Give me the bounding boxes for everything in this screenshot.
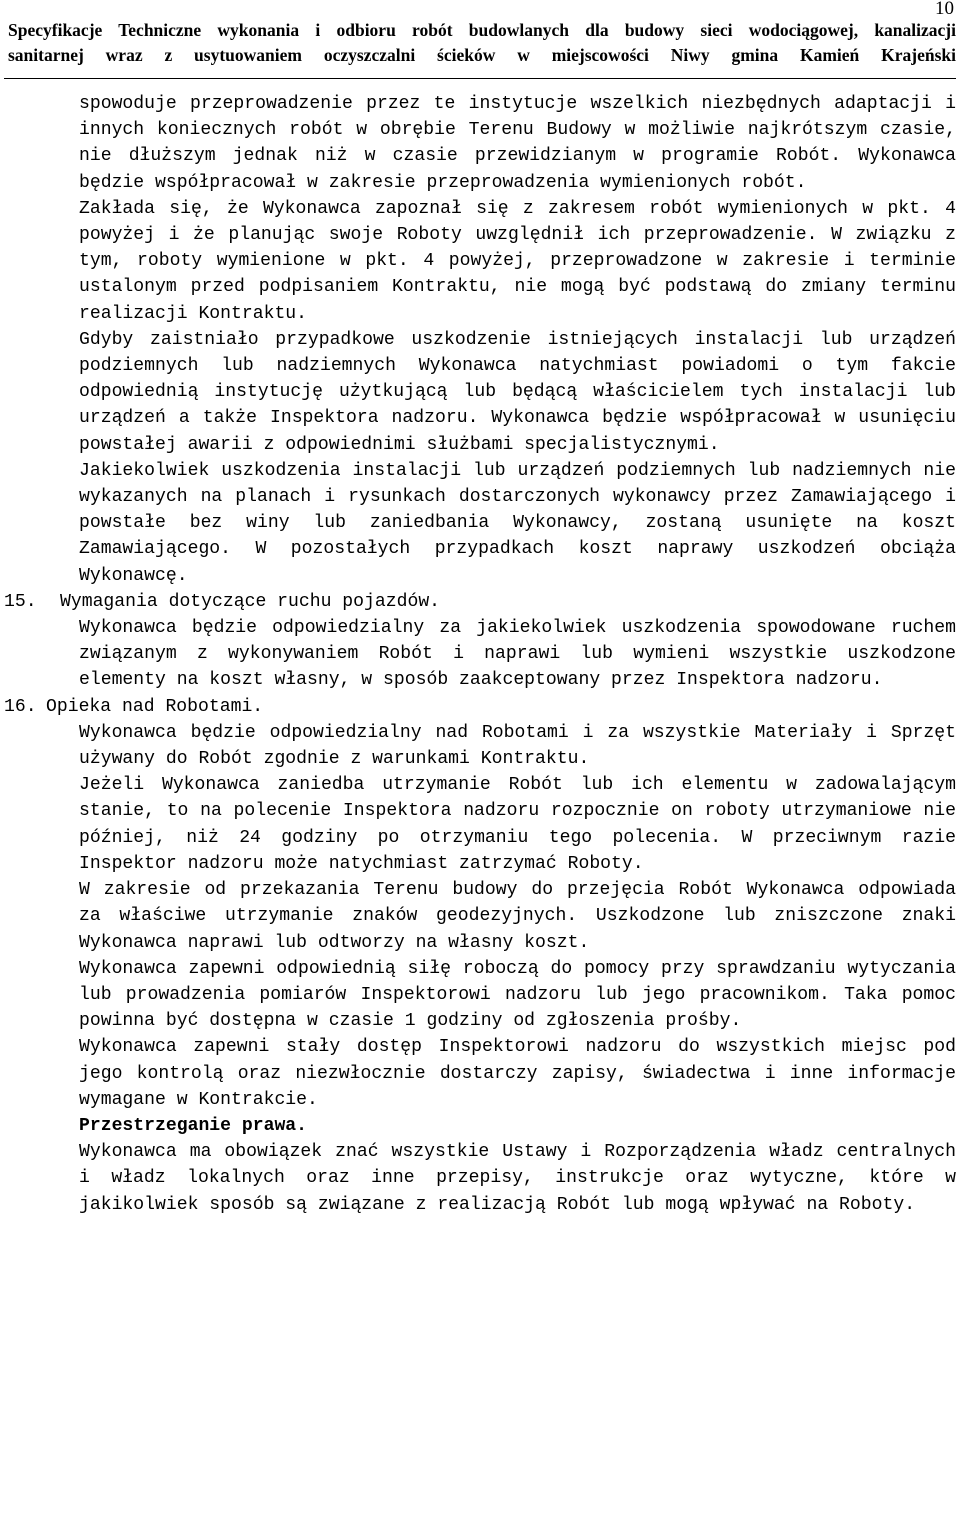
section-number: 15. <box>4 591 37 612</box>
section-title: Opieka nad Robotami. <box>46 696 264 717</box>
section-heading-15 <box>4 589 956 615</box>
paragraph-law-compliance: Wykonawca ma obowiązek znać wszystkie Ustawy i Rozporządzenia władz centralnych i władz lokalnych oraz inne przepisy, instrukcje oraz wytyczne, które w jakikolwiek sposób są związane z realizacją Robót lub mogą wpływać na Roboty. <box>79 1142 956 1215</box>
paragraph-survey-assistance: Wykonawca zapewni odpowiednią siłę roboczą do pomocy przy sprawdzaniu wytyczania lub prowadzenia pomiarów Inspektorowi nadzoru lub jego pracownikom. Taka pomoc powinna być dostępna w czasie 1 godziny od zgłoszenia prośby. <box>79 958 956 1032</box>
header-divider <box>4 78 956 79</box>
section-title: Wymagania dotyczące ruchu pojazdów. <box>60 591 441 612</box>
paragraph-traffic-damage: Wykonawca będzie odpowiedzialny za jakiekolwiek uszkodzenia spowodowane ruchem związanym z wykonywaniem Robót i naprawi lub wymieni wszystkie uszkodzone elementy na koszt własny, w sposób zaakceptowany przez Inspektora nadzoru. <box>79 618 956 691</box>
subheading-law-compliance: Przestrzeganie prawa. <box>79 1115 308 1136</box>
paragraph-damage-costs: Jakiekolwiek uszkodzenia instalacji lub urządzeń podziemnych lub nadziemnych nie wykazanych na planach i rysunkach dostarczonych wykonawcy przez Zamawiającego i powstałe bez winy lub zaniedbania Wykonawcy, zostaną usunięte na koszt Zamawiającego. W pozostałych przypadkach koszt naprawy uszkodzeń obciąża Wykonawcę. <box>79 460 956 586</box>
paragraph-inspector-access: Wykonawca zapewni stały dostęp Inspektorowi nadzoru do wszystkich miejsc pod jego kontrolą oraz niezwłocznie dostarczy zapisy, świadectwa i inne informacje wymagane w Kontrakcie. <box>79 1037 956 1110</box>
paragraph-works-care: Wykonawca będzie odpowiedzialny nad Robotami i za wszystkie Materiały i Sprzęt używany do Robót zgodnie z warunkami Kontraktu. <box>79 722 956 770</box>
paragraph-maintenance-neglect: Jeżeli Wykonawca zaniedba utrzymanie Robót lub ich elementu w zadowalającym stanie, to na polecenie Inspektora nadzoru rozpocznie on roboty utrzymaniowe nie później, niż 24 godziny po otrzymaniu tego polecenia. W przeciwnym razie Inspektor nadzoru może natychmiast zatrzymać Roboty. <box>79 775 956 874</box>
header-title-line-1: Specyfikacje Techniczne wykonania i odbioru robót budowlanych dla budowy sieci wodociągowej, kanalizacji <box>8 20 956 40</box>
page-number: 10 <box>935 0 954 19</box>
paragraph-geodetic-marks: W zakresie od przekazania Terenu budowy do przejęcia Robót Wykonawca odpowiada za właściwe utrzymanie znaków geodezyjnych. Uszkodzone lub zniszczone znaki Wykonawca naprawi lub odtworzy na własny koszt. <box>79 880 956 953</box>
paragraph-adaptations: spowoduje przeprowadzenie przez te instytucje wszelkich niezbędnych adaptacji i innych koniecznych robót w obrębie Terenu Budowy w możliwie najkrótszym czasie, nie dłuższym jednak niż w czasie przewidzianym w programie Robót. Wykonawca będzie współpracował w zakresie przeprowadzenia wymienionych robót. <box>79 94 956 193</box>
paragraph-accidental-damage: Gdyby zaistniało przypadkowe uszkodzenie istniejących instalacji lub urządzeń podziemnych lub nadziemnych Wykonawca natychmiast powiadomi o tym fakcie odpowiednią instytucję użytkującą lub będącą właścicielem tych instalacji lub urządzeń a także Inspektora nadzoru. Wykonawca będzie współpracował w usunięciu powstałej awarii z odpowiednimi służbami specjalistycznymi. <box>79 329 956 455</box>
paragraph-contractor-scope: Zakłada się, że Wykonawca zapoznał się z zakresem robót wymienionych w pkt. 4 powyżej i że planując swoje Roboty uwzględnił ich przeprowadzenie. W związku z tym, roboty wymienione w pkt. 4 powyżej, przeprowadzone w zakresie i terminie ustalonym przed podpisaniem Kontraktu, nie mogą być podstawą do zmiany terminu realizacji Kontraktu. <box>79 198 956 324</box>
section-heading-16 <box>4 694 956 720</box>
page-header <box>0 0 960 90</box>
section-number: 16. <box>4 696 37 717</box>
header-title-line-2: sanitarnej wraz z usytuowaniem oczyszczalni ścieków w miejscowości Niwy gmina Kamień Krajeński <box>8 45 956 65</box>
document-body <box>0 91 960 1218</box>
